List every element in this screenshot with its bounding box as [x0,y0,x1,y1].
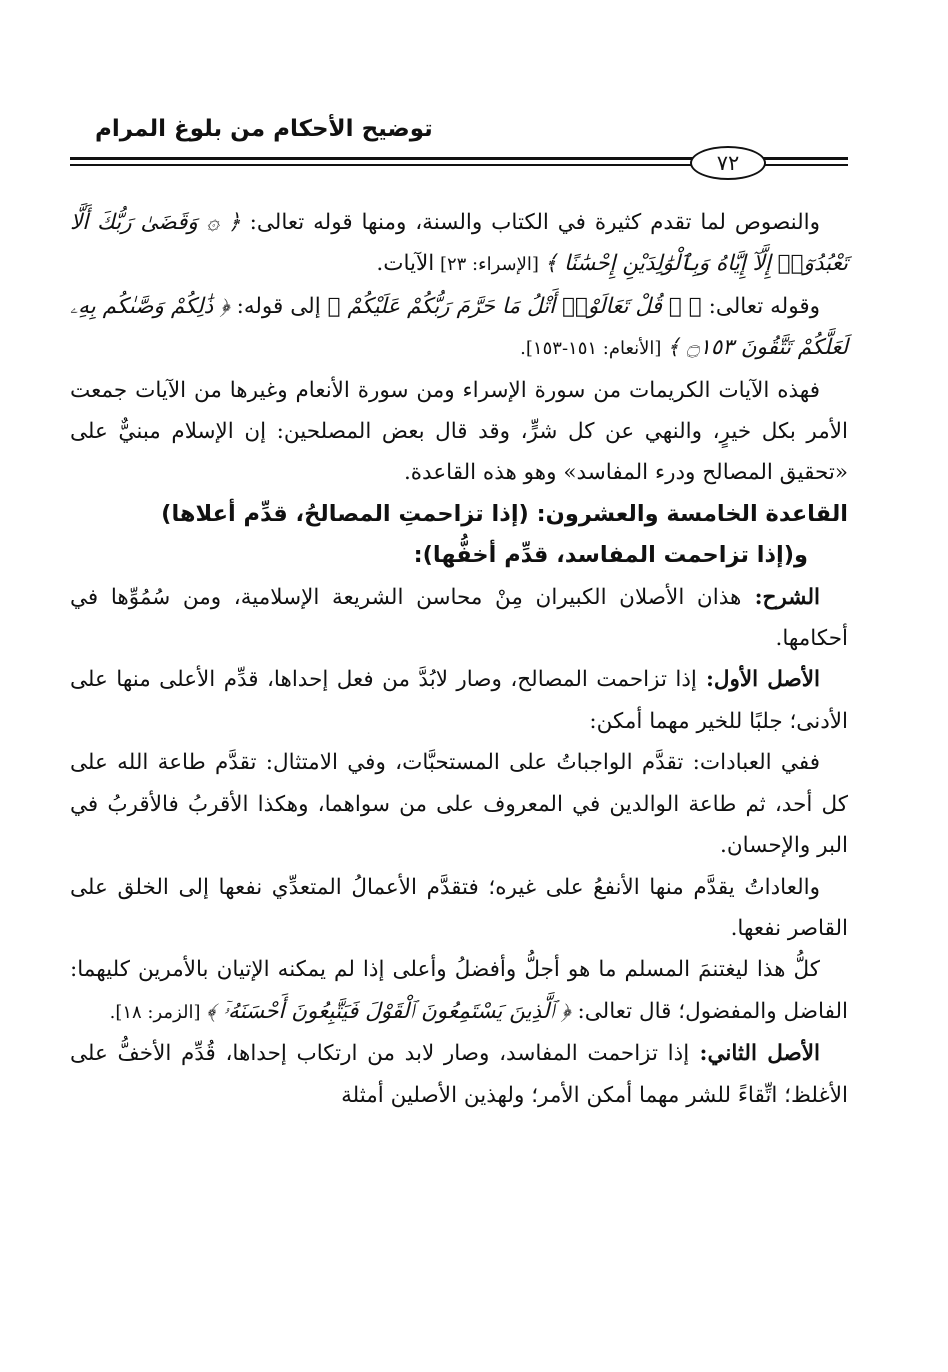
verse-reference: [الأنعام: ١٥١-١٥٣]. [520,338,668,360]
anam-mid: إلى قوله: [229,293,328,319]
quran-verse: ﴿ ۞ قُلْ تَعَالَوْا۟ أَتْلُ مَا حَرَّمَ رَبُّكُمْ عَلَيْكُمْ ﴾ [327,293,702,319]
quran-verse: ﴿ ۞ وَقَضَىٰ رَبُّكَ أَلَّا تَعْبُدُوٓا۟ إِلَّآ إِيَّاهُ وَبِٱلْوَٰلِدَيْنِ إِحْسَٰنًا ﴾ [70,210,848,277]
asl-1-label: الأصل الأول: [696,667,820,693]
quran-verse: ﴿ ذَٰلِكُمْ وَصَّىٰكُم بِهِۦ لَعَلَّكُمْ تَتَّقُونَ ۝١٥٣ ﴾ [70,293,848,361]
sharh-text: هذان الأصلان الكبيران مِنْ محاسن الشريعة الإسلامية، ومن سُمُوِّها في أحكامها. [70,584,848,652]
paragraph-intro [70,202,848,286]
verse-reference: [الزمر: ١٨]. [109,1001,207,1023]
paragraph-kull [70,949,848,1033]
rule-title: القاعدة الخامسة والعشرون: (إذا تزاحمتِ المصالحُ، قدِّم أعلاها) [161,500,848,527]
paragraph-asl-2 [70,1033,848,1116]
intro-end: الآيات. [376,251,435,277]
anam-intro: وقوله تعالى: [701,293,820,319]
asl-1-text: إذا تزاحمت المصالح، وصار لابُدَّ من فعل إحداها، قدِّم الأعلى منها على الأدنى؛ جلبًا للخير مهما أمكن: [70,667,848,734]
page-number: ٧٢ [690,146,766,180]
paragraph-sharh [70,577,848,660]
paragraph-anam [70,286,848,370]
paragraph-ibadat: ففي العبادات: تقدَّم الواجباتُ على المستحبَّات، وفي الامتثال: تقدَّم طاعة الله على كل أحد، ثم طاعة الوالدين في المعروف على من سواهما، وهكذا الأقربُ فالأقربُ في البر والإحسان. [70,750,848,859]
rule-title-continued: و(إذا تزاحمت المفاسد، قدِّم أخفُّها): [413,542,808,569]
quran-verse: ﴿ ٱلَّذِينَ يَسْتَمِعُونَ ٱلْقَوْلَ فَيَتَّبِعُونَ أَحْسَنَهُۥٓ ﴾ [206,998,571,1024]
asl-2-label: الأصل الثاني: [689,1041,820,1067]
verse-reference: [الإسراء: ٢٣] [434,254,545,276]
paragraph-asl-1 [70,659,848,742]
intro-text: والنصوص لما تقدم كثيرة في الكتاب والسنة، ومنها قوله تعالى: [240,210,821,235]
asl-2-text: إذا تزاحمت المفاسد، وصار لابد من ارتكاب إحداها، قُدِّم الأخفُّ على الأغلظ؛ اتِّقاءً للشر مهما أمكن الأمر؛ ولهذين الأصلين أمثلة [70,1041,848,1108]
paragraph-summary: فهذه الآيات الكريمات من سورة الإسراء ومن سورة الأنعام وغيرها من الآيات جمعت الأمر بكل خيرٍ، والنهي عن كل شرٍّ، وقد قال بعض المصلحين: إن الإسلام مبنيٌّ على «تحقيق المصالح ودرء المفاسد» وهو هذه القاعدة. [70,377,848,486]
page-body [70,202,848,1116]
book-title: توضيح الأحكام من بلوغ المرام [95,116,433,142]
kull-text: كلُّ هذا ليغتنمَ المسلم ما هو أجلُّ وأفضلُ وأعلى إذا لم يمكنه الإتيان بالأمرين كليهما: الفاضل والمفضول؛ قال تعالى: [70,957,848,1024]
sharh-label: الشرح: [741,584,820,610]
paragraph-adat: والعاداتُ يقدَّم منها الأنفعُ على غيره؛ فتقدَّم الأعمالُ المتعدِّي نفعها إلى الخلق على القاصر نفعها. [70,874,848,941]
